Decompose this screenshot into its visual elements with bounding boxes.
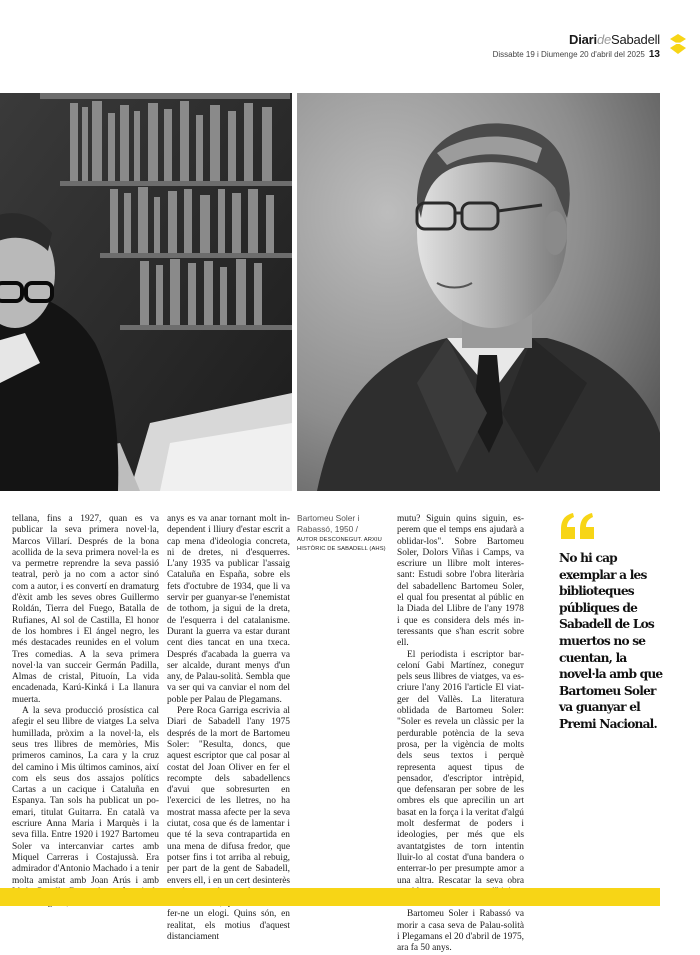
diamond-logo-icon (670, 34, 686, 54)
page-number: 13 (648, 49, 660, 60)
article-paragraph: anys es va anar tornant molt independent i lliury d'estar escrit a cap mena d'ideologia concreta, ni de dretes, ni d'esquerres. L'any 1935 va publicar l'assaig Cataluña en España, sobre els fets d'octubre de 1934, que li va servir per guanyar-se l'enemistat de tothom, ja sigui de la dreta, de l'esquerra i del catalanisme. Durant la guerra va estar durant cent dies tancat en una txeca. Després d'acabada la guerra va ser alcalde, durant menys d'un any, de Palau-solità. Sembla que va ser qui va canviar el nom del poble per Palau de Plegamans. (167, 514, 290, 705)
brand-part-sabadell: Sabadell (611, 32, 660, 47)
pull-quote (559, 513, 665, 733)
pull-quote-text: No hi cap exemplar a les biblioteques públiques de Sabadell de Los muertos no se cuentan, la novel·la amb que Bartomeu Soler va guanyar el Premi Nacional. (559, 551, 663, 731)
brand-part-de: de (596, 32, 611, 47)
newspaper-brand[interactable] (493, 32, 660, 47)
brand-part-diari: Diari (569, 32, 597, 47)
photo-writer-at-desk (0, 93, 292, 491)
article-paragraph: tellana, fins a 1927, quan es va publicar la seva primera novel·la, Marcos Villarí. Després de la bona acollida de la seva primera novel·la es va permetre reprendre la seva passió teatral, però ja no com a actor sinó com a autor, i es convertí en dramaturg d'èxit amb les seves obres Guillermo Roldán, Tierra del Fuego, Batalla de Rufianes, Al sol de Castilla, El honor de los hombres i El ángel negro, les més destacades reunides en el volum Tres comedias. A la seva primera novel·la van succeir Germán Padilla, Almas de cristal, Pituoín, La vida encadenada, Karú-Kinká i La llanura muerta. (12, 514, 159, 705)
dateline (493, 49, 660, 60)
quote-mark-icon (559, 513, 597, 541)
article-paragraph: A la seva producció prosística cal afegir el seu llibre de viatges La selva humillada, pròxim a la novel·la, els seus tres llibres de memòries, Mis primeros caminos, La cara y la cruz del camino i Mis últimos caminos, així com els seus dos assajos polítics Cartas a un cacique i Cataluña en Espanya. Tan sols ha publicat un poemari, titulat Guitarra. En català va escriure Anna Maria i Marquès i la seva filla. Entre 1920 i 1927 Bartomeu Soler va intercanviar cartes amb Miquel Carreras i Costajussà. Era admirador d'Antonio Machado i a tenir molta amistat amb Joan Arús i amb (12, 706, 159, 886)
caption-title: Bartomeu Soler i Rabassó, 1950 / (297, 513, 360, 534)
article-paragraph: El periodista i escriptor barceloní Gabi Martínez, coneguт pels seus llibres de viatges, va escriure l'any 2016 l'article El viatger del Vallès. La literatura oblidada de Bartomeu Soler: "Soler es revela un clàssic per la perdurable potència de la seva prosa, per la vigència de molts dels seus textos i perquè representa aquest tipus de pensador, d'escriptor intrèpid, que defensaran per sobre de les ombres els que aprecilin un art basat en la força i la veritat d'algú molt desfermat de poders i ideologies, per més que els avantatgistes de torn intentin lluir-lo al costat d'una bandera o enterrar-lo per presumpte amor a una altra. Rescatar la seva obra (397, 649, 524, 886)
issue-date: Dissabte 19 i Diumenge 20 d'abril del 2025 (492, 50, 645, 59)
article-paragraph: mutu? Siguin quins siguin, esperem que el temps ens ajudarà a oblidar-los". Sobre Bartomeu Soler, Dolors Viñas i Camps, va escriure un llibre molt interessant: Estudi sobre l'obra literària del sabadellenc Bartomeu Soler, el qual fou presentat al públic en la Diada del Llibre de l'any 1978 i que es considera dels més interessants que s'han escrit sobre ell. (397, 514, 524, 649)
footer-accent-bar (0, 888, 660, 906)
caption-credit: AUTOR DESCONEGUT. ARXIU HISTÒRIC DE SABADELL (AHS) (297, 537, 386, 552)
photo-caption (297, 513, 389, 553)
article-paragraph: Bartomeu Soler i Rabassó va morir a casa seva de Palau-solità i Plegamans el 20 d'abril de 1975, ara fa 50 anys. (397, 909, 524, 954)
article-column-2 (167, 514, 290, 943)
photo-bartomeu-soler-portrait (297, 93, 660, 491)
article-paragraph: Pere Roca Garriga escrivia al Diari de Sabadell l'any 1975 després de la mort de Bartomeu Soler: "Resulta, doncs, que aquest escriptor que cal posar al costat del Joan Oliver en fer el recompte dels sabadellencs d'avui que sobresurten en l'exercici de les lletres, no ha mostrat massa afecte per la seva ciutat, cosa que és de lamentar i que té la seva contrapartida en una mena de difusa fredor, que potser fins i tot arriba al rebuig, per part de la gent de Sabadell, envers ell, i en un cert desinterès fer-ne un elogi. Quins són, en realitat, els motius d'aquest distanciament (167, 706, 290, 942)
masthead (493, 32, 660, 60)
article-column-1 (12, 514, 159, 909)
